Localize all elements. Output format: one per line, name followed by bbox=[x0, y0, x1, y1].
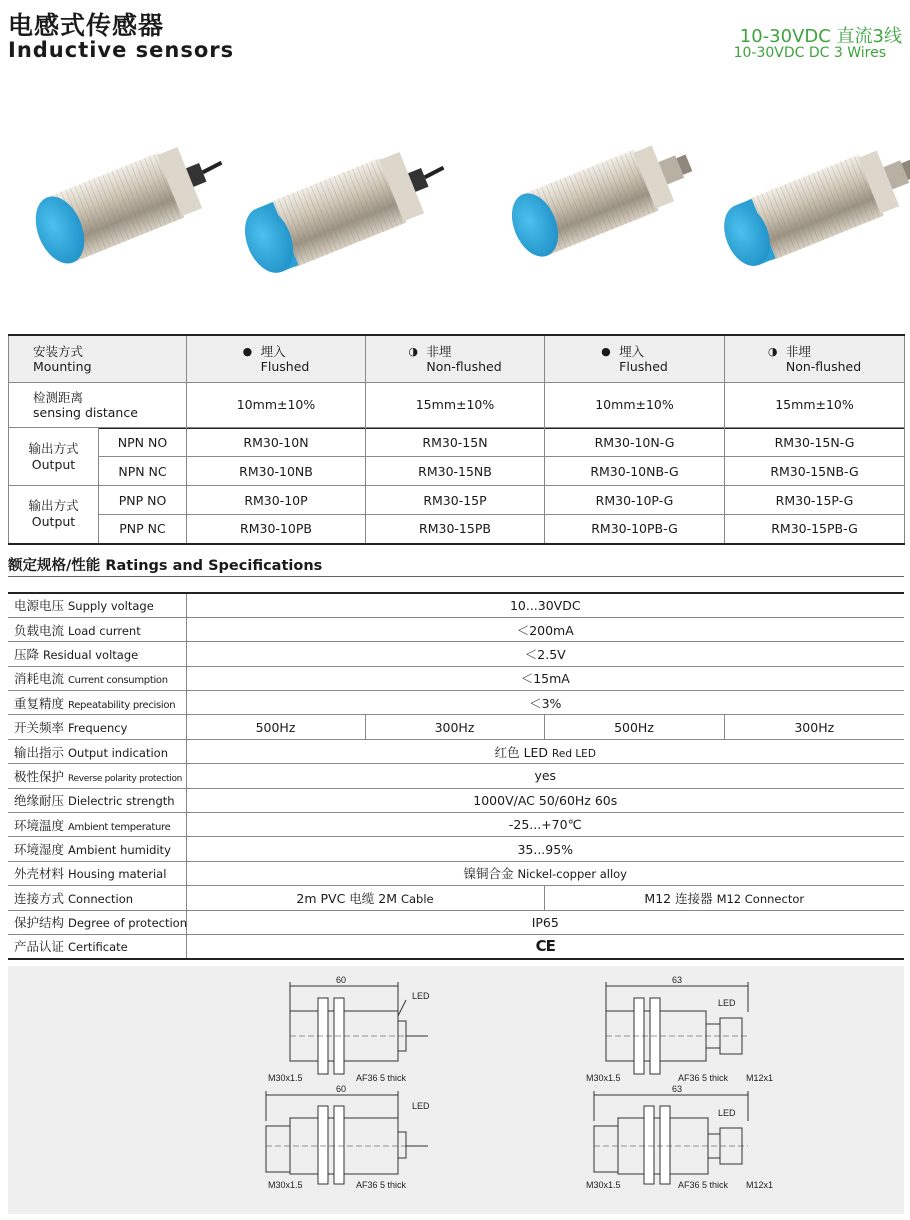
spec-row: 产品认证 Certificate CE bbox=[8, 934, 904, 958]
page-title-cn: 电感式传感器 bbox=[8, 11, 165, 40]
nut-label: AF36 5 thick bbox=[356, 1073, 407, 1083]
specs-title: 额定规格/性能 Ratings and Specifications bbox=[8, 558, 323, 574]
model-cell: RM30-15PB-G bbox=[725, 515, 905, 544]
specs-table bbox=[8, 592, 904, 960]
nut-label: AF36 5 thick bbox=[356, 1180, 407, 1190]
mounting-row bbox=[9, 335, 905, 382]
output-label-npn: 输出方式 Output bbox=[9, 428, 99, 486]
thread-label: M30x1.5 bbox=[268, 1073, 303, 1083]
sensor-image-4 bbox=[715, 137, 910, 273]
spec-row: 电源电压 Supply voltage 10...30VDC bbox=[8, 593, 904, 617]
flushed-icon: ● bbox=[601, 344, 611, 358]
connector-label: M12x1 bbox=[746, 1073, 774, 1083]
output-label-pnp: 输出方式 Output bbox=[9, 486, 99, 544]
spec-row: 绝缘耐压 Dielectric strength 1000V/AC 50/60Hz 60s bbox=[8, 788, 904, 812]
nut-label: AF36 5 thick bbox=[678, 1180, 729, 1190]
model-cell: RM30-15NB-G bbox=[725, 457, 905, 486]
model-cell: RM30-15P bbox=[366, 486, 545, 515]
mounting-col-4: ◑ 非埋 Non-flushed bbox=[725, 335, 905, 382]
drawing-svg bbox=[8, 966, 904, 1214]
model-cell: RM30-10P bbox=[187, 486, 366, 515]
spec-row: 负载电流 Load current ＜200mA bbox=[8, 617, 904, 641]
thread-label: M30x1.5 bbox=[586, 1180, 621, 1190]
model-cell: RM30-10NB bbox=[187, 457, 366, 486]
led-label: LED bbox=[718, 998, 736, 1008]
spec-row: 输出指示 Output indication 红色 LED Red LED bbox=[8, 739, 904, 763]
mounting-col-1: ● 埋入 Flushed bbox=[187, 335, 366, 382]
model-cell: RM30-10PB bbox=[187, 515, 366, 544]
table-row bbox=[9, 515, 905, 544]
output-type: PNP NO bbox=[99, 486, 187, 515]
flushed-icon: ● bbox=[242, 344, 253, 358]
spec-row: 开关频率 Frequency 500Hz 300Hz 500Hz 300Hz bbox=[8, 715, 904, 739]
sensor-image-2 bbox=[236, 137, 458, 280]
drawing-connector-nonflushed bbox=[594, 1091, 748, 1184]
distance-label: 检测距离 sensing distance bbox=[9, 382, 187, 428]
distance-row bbox=[9, 382, 905, 428]
spec-row: 环境温度 Ambient temperature -25...+70℃ bbox=[8, 813, 904, 837]
distance-cell: 10mm±10% bbox=[187, 382, 366, 428]
model-cell: RM30-15N-G bbox=[725, 428, 905, 457]
ce-mark-icon: CE bbox=[535, 937, 555, 956]
output-type: PNP NC bbox=[99, 515, 187, 544]
sensor-image-1 bbox=[26, 132, 235, 271]
thread-label: M30x1.5 bbox=[586, 1073, 621, 1083]
model-cell: RM30-10NB-G bbox=[545, 457, 725, 486]
output-table bbox=[8, 427, 905, 545]
led-label: LED bbox=[718, 1108, 736, 1118]
table-row bbox=[9, 457, 905, 486]
model-cell: RM30-10PB-G bbox=[545, 515, 725, 544]
led-label: LED bbox=[412, 991, 430, 1001]
page-title-en: Inductive sensors bbox=[8, 38, 235, 62]
spec-row: 连接方式 Connection 2m PVC 电缆 2M Cable M12 连接器 M12 Connector bbox=[8, 886, 904, 910]
model-cell: RM30-15PB bbox=[366, 515, 545, 544]
model-cell: RM30-15P-G bbox=[725, 486, 905, 515]
table-row bbox=[9, 428, 905, 457]
model-cell: RM30-10N-G bbox=[545, 428, 725, 457]
drawing-cable-flushed bbox=[290, 982, 428, 1074]
voltage-label-cn: 10-30VDC 直流3线 bbox=[739, 26, 902, 47]
sensor-image-3 bbox=[503, 132, 701, 263]
thread-label: M30x1.5 bbox=[268, 1180, 303, 1190]
drawing-connector-flushed bbox=[606, 982, 748, 1074]
nut-label: AF36 5 thick bbox=[678, 1073, 729, 1083]
dimension-drawings bbox=[8, 966, 904, 1214]
dim-length: 60 bbox=[336, 975, 347, 985]
distance-cell: 10mm±10% bbox=[545, 382, 725, 428]
product-images bbox=[0, 120, 910, 280]
mounting-col-2: ◑ 非埋 Non-flushed bbox=[366, 335, 545, 382]
spec-row: 保护结构 Degree of protection IP65 bbox=[8, 910, 904, 934]
table-row bbox=[9, 486, 905, 515]
non-flushed-icon: ◑ bbox=[408, 344, 418, 358]
spec-row: 环境湿度 Ambient humidity 35...95% bbox=[8, 837, 904, 861]
output-type: NPN NC bbox=[99, 457, 187, 486]
dim-length: 63 bbox=[672, 975, 683, 985]
specs-divider bbox=[8, 576, 904, 577]
spec-row: 重复精度 Repeatability precision ＜3% bbox=[8, 691, 904, 715]
mounting-label: 安装方式 Mounting bbox=[9, 335, 187, 382]
spec-row: 外壳材料 Housing material 镍铜合金 Nickel-copper alloy bbox=[8, 861, 904, 885]
dim-length: 63 bbox=[672, 1084, 683, 1094]
drawing-cable-nonflushed bbox=[266, 1091, 428, 1184]
model-cell: RM30-10N bbox=[187, 428, 366, 457]
voltage-label-en: 10-30VDC DC 3 Wires bbox=[733, 45, 886, 61]
led-label: LED bbox=[412, 1101, 430, 1111]
dim-length: 60 bbox=[336, 1084, 347, 1094]
model-cell: RM30-10P-G bbox=[545, 486, 725, 515]
model-cell: RM30-15N bbox=[366, 428, 545, 457]
mounting-col-3: ● 埋入 Flushed bbox=[545, 335, 725, 382]
distance-cell: 15mm±10% bbox=[725, 382, 905, 428]
non-flushed-icon: ◑ bbox=[767, 344, 778, 358]
model-cell: RM30-15NB bbox=[366, 457, 545, 486]
spec-row: 极性保护 Reverse polarity protection yes bbox=[8, 764, 904, 788]
spec-row: 压降 Residual voltage ＜2.5V bbox=[8, 642, 904, 666]
model-table bbox=[8, 334, 905, 429]
output-type: NPN NO bbox=[99, 428, 187, 457]
spec-row: 消耗电流 Current consumption ＜15mA bbox=[8, 666, 904, 690]
connector-label: M12x1 bbox=[746, 1180, 774, 1190]
distance-cell: 15mm±10% bbox=[366, 382, 545, 428]
product-photos bbox=[0, 120, 910, 280]
